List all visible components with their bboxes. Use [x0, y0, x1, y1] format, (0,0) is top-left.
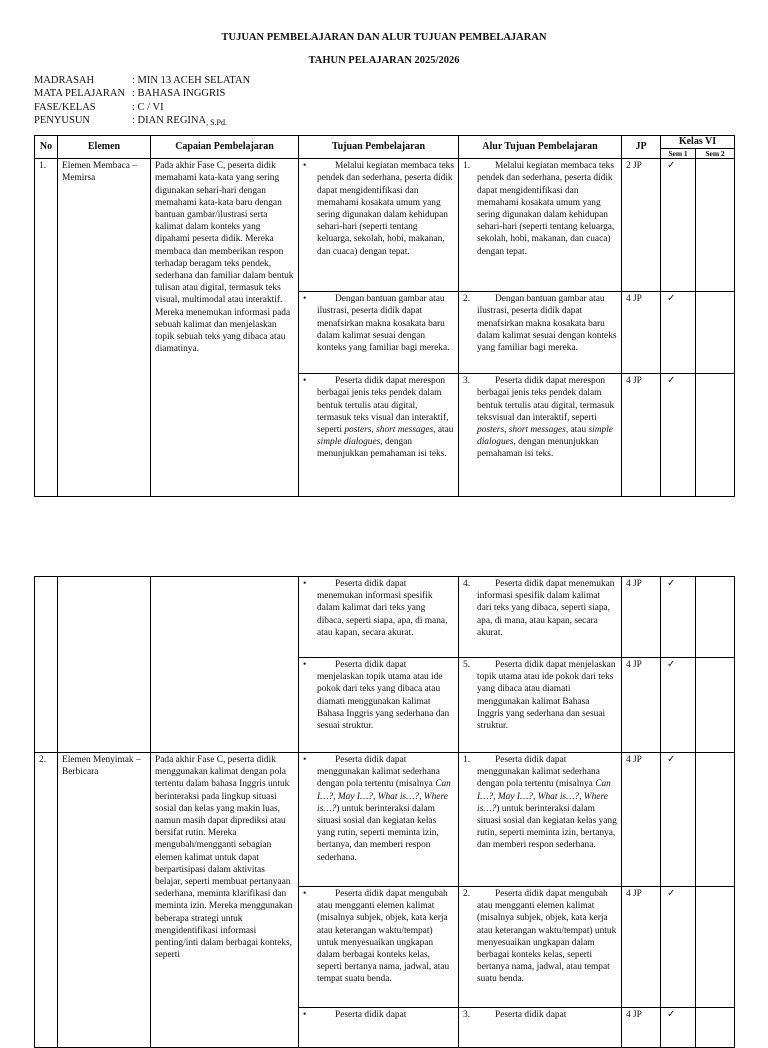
jp-cell: 2 JP	[622, 159, 661, 292]
sem2-cell	[696, 577, 735, 658]
check-icon: ✓	[661, 887, 696, 1008]
meta-mapel: MATA PELAJARAN : BAHASA INGGRIS	[34, 88, 226, 100]
header-sem1: Sem 1	[661, 149, 696, 159]
header-alur: Alur Tujuan Pembelajaran	[459, 136, 622, 159]
atp-cell: 1. Peserta didik dapat menggunakan kalimat sederhana dengan pola tertentu (misalnya Can I…?, May I…?, What is…?, Where is…?) untuk berinteraksi dalam situasi sosial dan kegiatan kelas yang rutin, seperti meminta izin, bertanya, dan memberi respon sederhana.	[459, 753, 622, 887]
table-row	[35, 577, 735, 658]
jp-cell: 4 JP	[622, 1008, 661, 1048]
atp-cell: 5. Peserta didik dapat menjelaskan topik utama atau ide pokok dari teks yang dibaca atau diamati menggunakan kalimat Bahasa Inggris yang sederhana dan sesuai struktur.	[459, 658, 622, 753]
check-icon: ✓	[661, 292, 696, 374]
atp-cell: 1. Melalui kegiatan membaca teks pendek dan sederhana, peserta didik dapat mengidentifikasi dan memahami kosakata umum yang sering digunakan dalam kehidupan sehari-hari (seperti tentang keluarga, sekolah, hobi, makanan, dan cuaca) dengan tepat.	[459, 159, 622, 292]
meta-fase: FASE/KELAS : C / VI	[34, 101, 164, 113]
tp-cell: • Peserta didik dapat mengubah atau mengganti elemen kalimat (misalnya subjek, objek, kata kerja atau keterangan waktu/tempat) untuk menyesuaikan ungkapan dalam berbagai konteks kelas, seperti bertanya nama, jadwal, atau tempat suatu benda.	[299, 887, 459, 1008]
check-icon: ✓	[661, 577, 696, 658]
header-elemen: Elemen	[58, 136, 151, 159]
tp-cell: • Dengan bantuan gambar atau ilustrasi, peserta didik dapat menafsirkan makna kosakata baru dalam kalimat sesuai dengan konteks yang familiar bagi mereka.	[299, 292, 459, 374]
check-icon: ✓	[661, 1008, 696, 1048]
header-sem2: Sem 2	[696, 149, 735, 159]
check-icon: ✓	[661, 159, 696, 292]
atp-cell: 3. Peserta didik dapat	[459, 1008, 622, 1048]
tp-table-page-2	[34, 576, 735, 1048]
row-elemen-continued	[58, 577, 151, 753]
tp-table-page-1	[34, 135, 735, 497]
sem2-cell	[696, 159, 735, 292]
jp-cell: 4 JP	[622, 577, 661, 658]
tp-cell: • Peserta didik dapat	[299, 1008, 459, 1048]
jp-cell: 4 JP	[622, 292, 661, 374]
header-jp: JP	[622, 136, 661, 159]
meta-penyusun: PENYUSUN : DIAN REGINA , S.Pd.	[34, 114, 227, 127]
row-capaian: Pada akhir Fase C, peserta didik menggunakan kalimat dengan pola tertentu dalam bahasa Inggris untuk berinteraksi pada lingkup situasi sosial dan kelas yang makin luas, namun masih dapat diprediksi atau bersifat rutin. Mereka mengubah/mengganti sebagian elemen kalimat untuk dapat berpartisipasi dalam aktivitas belajar, seperti membuat pertanyaan sederhana, meminta klarifikasi dan meminta izin. Mereka menggunakan beberapa strategi untuk mengidentifikasi informasi penting/inti dalam berbagai konteks, seperti	[151, 753, 299, 1048]
document-meta	[34, 74, 250, 129]
atp-cell: 4. Peserta didik dapat menemukan informasi spesifik dalam kalimat dari teks yang dibaca, seperti siapa, apa, di mana, atau kapan, secara akurat.	[459, 577, 622, 658]
sem2-cell	[696, 658, 735, 753]
table-row	[35, 753, 735, 887]
row-number: 1.	[35, 159, 58, 497]
check-icon: ✓	[661, 753, 696, 887]
document-subtitle: TAHUN PELAJARAN 2025/2026	[308, 55, 460, 66]
sem2-cell	[696, 753, 735, 887]
sem2-cell	[696, 292, 735, 374]
jp-cell: 4 JP	[622, 374, 661, 497]
row-capaian-continued	[151, 577, 299, 753]
row-elemen: Elemen Menyimak – Berbicara	[58, 753, 151, 1048]
atp-cell: 3. Peserta didik dapat merespon berbagai jenis teks pendek dalam bentuk tertulis atau digital, termasuk teksvisual dan interaktif, seperti posters, short messages, atau simple dialogues, dengan menunjukkan pemahaman isi teks.	[459, 374, 622, 497]
check-icon: ✓	[661, 374, 696, 497]
tp-cell: • Melalui kegiatan membaca teks pendek dan sederhana, peserta didik dapat mengidentifikasi dan memahami kosakata umum yang sering digunakan dalam kehidupan sehari-hari (seperti tentang keluarga, sekolah, hobi, makanan, dan cuaca) dengan tepat.	[299, 159, 459, 292]
header-kelas: Kelas VI	[661, 136, 735, 149]
table-row	[35, 159, 735, 292]
sem2-cell	[696, 887, 735, 1008]
sem2-cell	[696, 1008, 735, 1048]
document-title: TUJUAN PEMBELAJARAN DAN ALUR TUJUAN PEMBELAJARAN	[221, 32, 547, 43]
table-header-row	[35, 136, 735, 149]
atp-cell: 2. Dengan bantuan gambar atau ilustrasi, peserta didik dapat menafsirkan makna kosakata baru dalam kalimat sesuai dengan konteks yang familiar bagi mereka.	[459, 292, 622, 374]
jp-cell: 4 JP	[622, 658, 661, 753]
check-icon: ✓	[661, 658, 696, 753]
row-elemen: Elemen Membaca – Memirsa	[58, 159, 151, 497]
atp-cell: 2. Peserta didik dapat mengubah atau mengganti elemen kalimat (misalnya subjek, objek, kata kerja atau keterangan waktu/tempat) untuk menyesuaikan ungkapan dalam berbagai konteks kelas, seperti bertanya nama, jadwal, atau tempat suatu benda.	[459, 887, 622, 1008]
header-no: No	[35, 136, 58, 159]
jp-cell: 4 JP	[622, 753, 661, 887]
tp-cell: • Peserta didik dapat menemukan informasi spesifik dalam kalimat dari teks yang dibaca, seperti siapa, apa, di mana, atau kapan, secara akurat.	[299, 577, 459, 658]
sem2-cell	[696, 374, 735, 497]
tp-cell: • Peserta didik dapat menggunakan kalimat sederhana dengan pola tertentu (misalnya Can I…?, May I…?, What is…?, Where is…?) untuk berinteraksi dalam situasi sosial dan kegiatan kelas yang rutin, seperti meminta izin, bertanya, dan memberi respon sederhana.	[299, 753, 459, 887]
header-capaian: Capaian Pembelajaran	[151, 136, 299, 159]
row-number-continued	[35, 577, 58, 753]
jp-cell: 4 JP	[622, 887, 661, 1008]
row-number: 2.	[35, 753, 58, 1048]
tp-cell: • Peserta didik dapat menjelaskan topik utama atau ide pokok dari teks yang dibaca atau diamati menggunakan kalimat Bahasa Inggris yang sederhana dan sesuai struktur.	[299, 658, 459, 753]
tp-cell: • Peserta didik dapat merespon berbagai jenis teks pendek dalam bentuk tertulis atau digital, termasuk teks visual dan interaktif, seperti posters, short messages, atau simple dialogues, dengan menunjukkan pemahaman isi teks.	[299, 374, 459, 497]
header-tujuan: Tujuan Pembelajaran	[299, 136, 459, 159]
meta-madrasah: MADRASAH : MIN 13 ACEH SELATAN	[34, 75, 251, 86]
row-capaian: Pada akhir Fase C, peserta didik memahami kata-kata yang sering digunakan sehari-hari dengan memahami kata-kata baru dengan bantuan gambar/ilustrasi serta kalimat dalam konteks yang dipahami peserta didik. Mereka membaca dan memberikan respon terhadap beragam teks pendek, sederhana dan familiar dalam bentuk tulisan atau digital, termasuk teks visual, multimodal atau interaktif. Mereka menemukan informasi pada sebuah kalimat dan menjelaskan topik sebuah teks yang dibaca atau diamatinya.	[151, 159, 299, 497]
